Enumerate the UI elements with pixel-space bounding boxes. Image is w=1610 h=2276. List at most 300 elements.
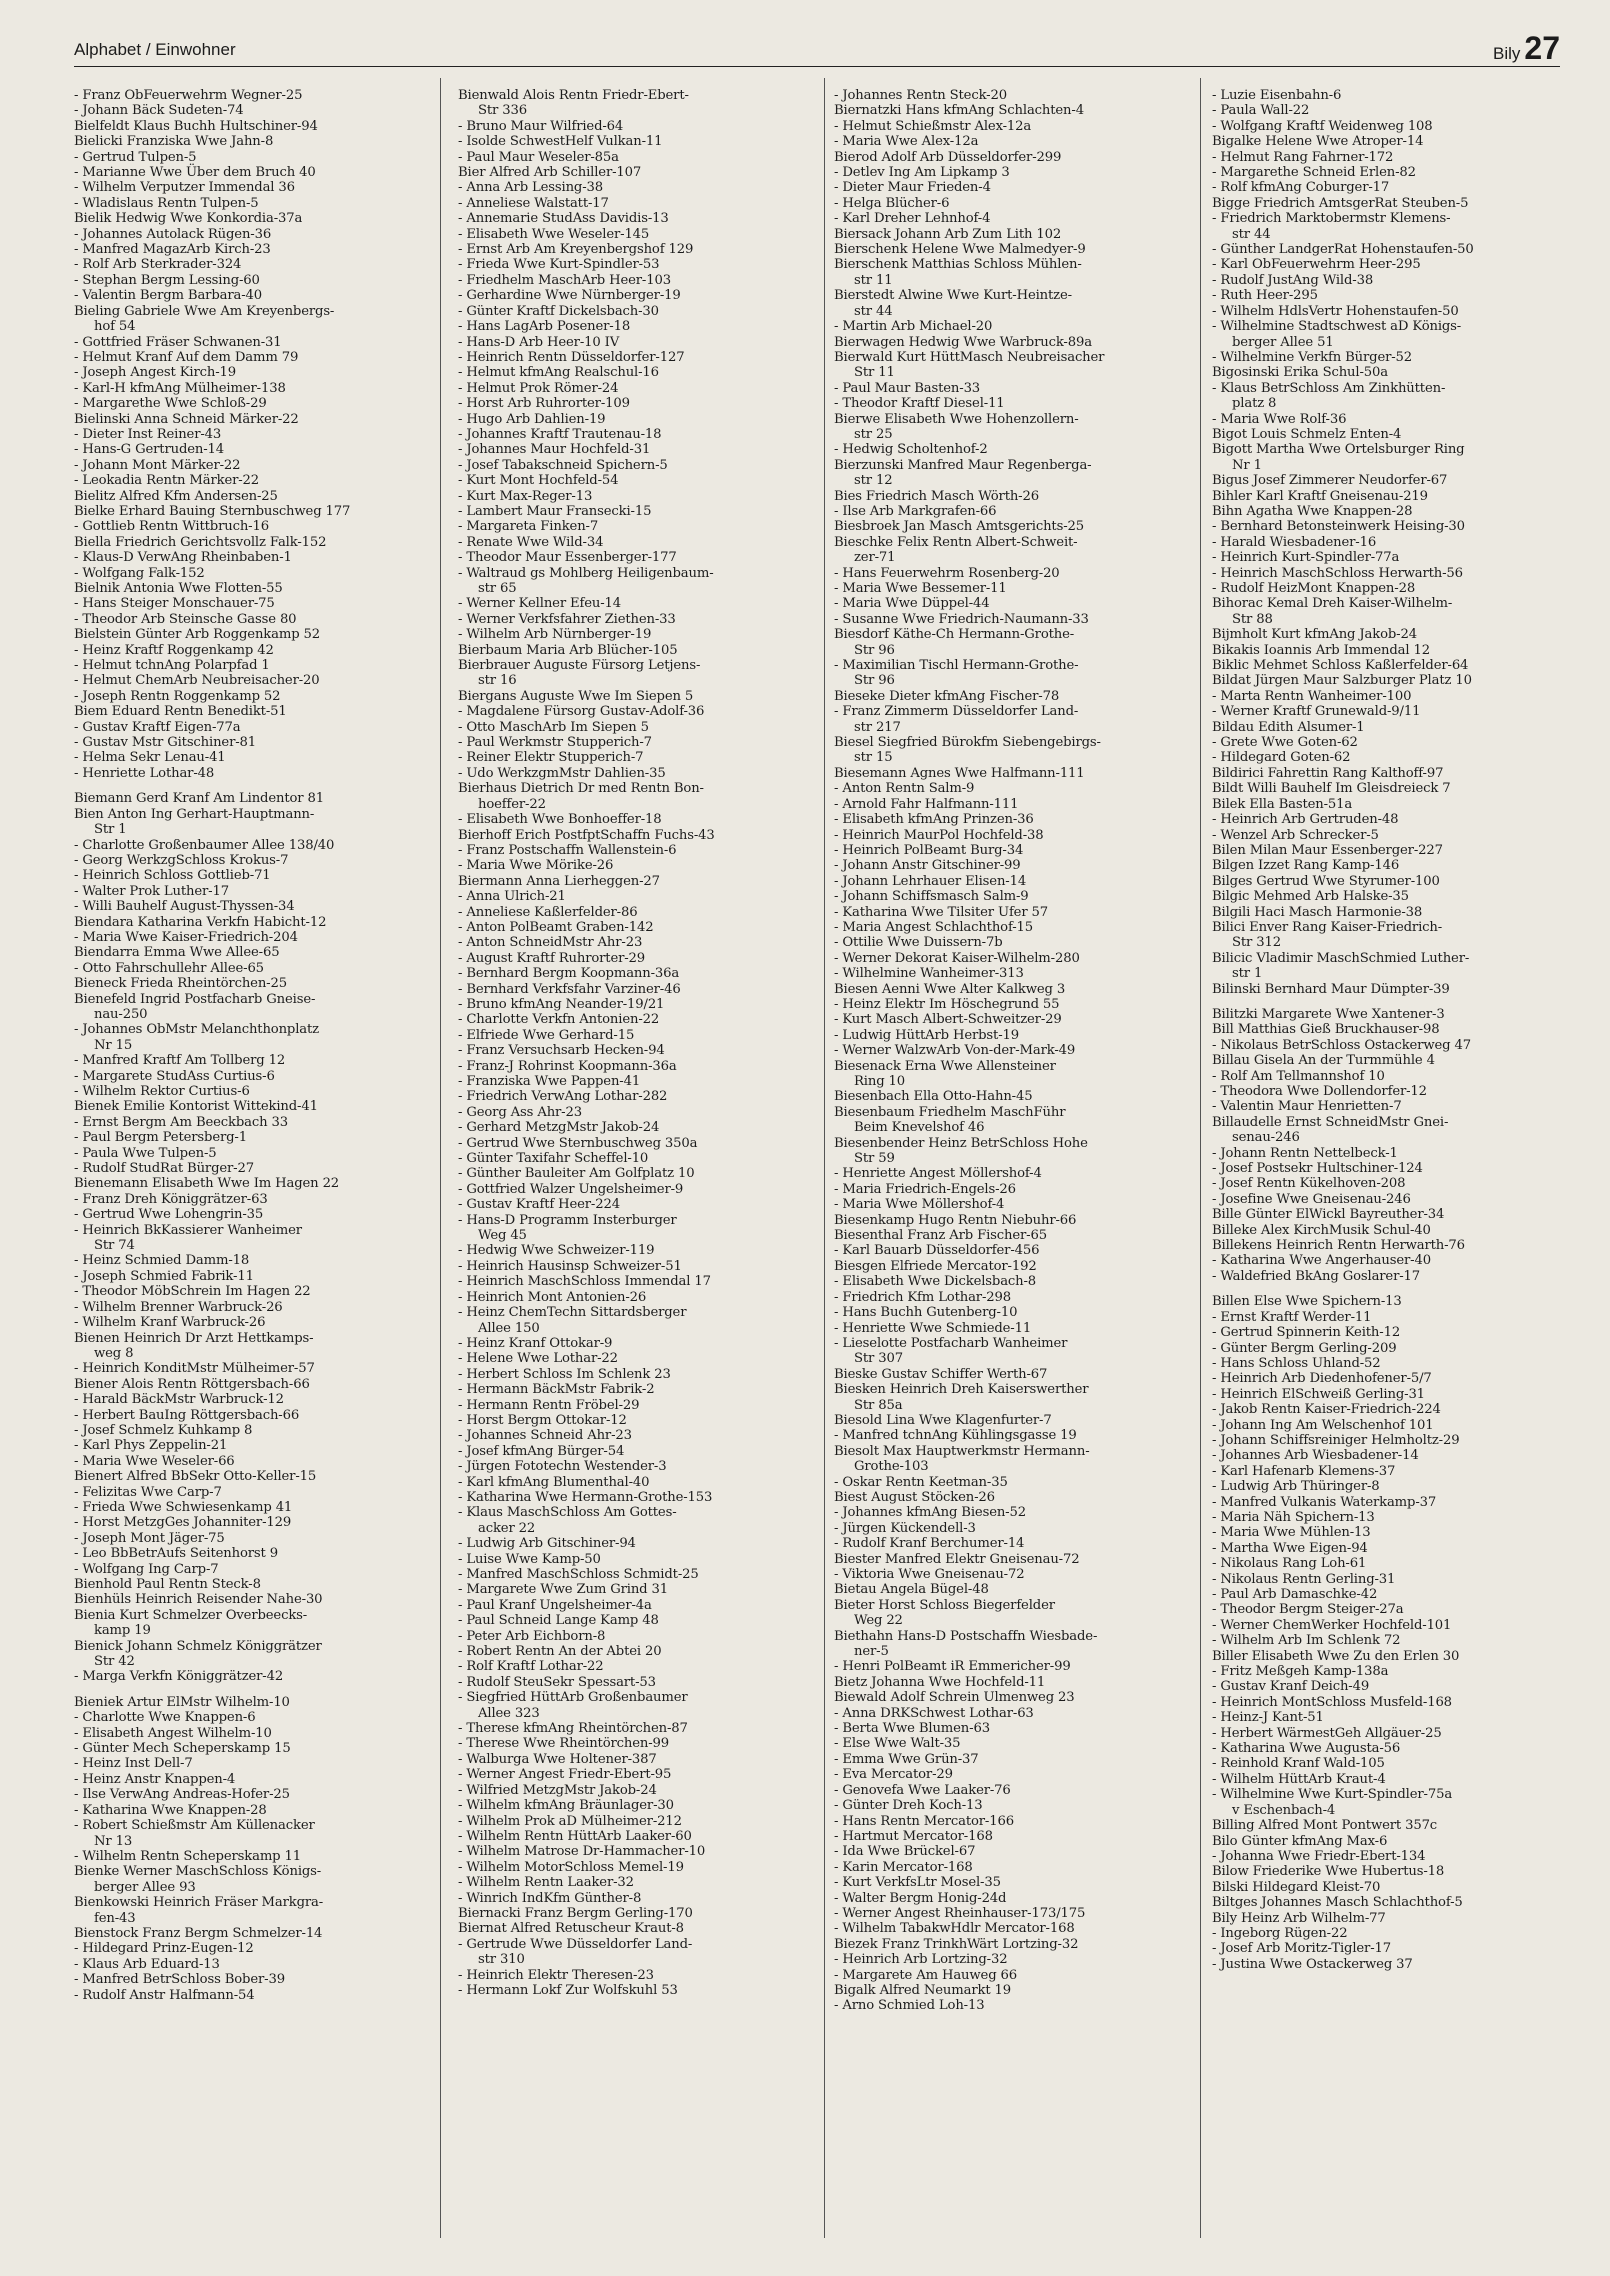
directory-entry: Bierwald Kurt HüttMasch Neubreisacher <box>834 349 1105 365</box>
directory-entry: - Theodor Maur Essenberger-177 <box>458 550 677 566</box>
directory-entry: - Johann Ing Am Welschenhof 101 <box>1212 1417 1434 1433</box>
directory-entry: - Johannes ObMstr Melanchthonplatz <box>74 1022 319 1038</box>
directory-entry: Bielfeldt Klaus Buchh Hultschiner-94 <box>74 118 318 134</box>
directory-entry: - Klaus-D VerwAng Rheinbaben-1 <box>74 550 292 566</box>
directory-entry: - Joseph Angest Kirch-19 <box>74 365 236 381</box>
directory-entry: - Elfriede Wwe Gerhard-15 <box>458 1027 635 1043</box>
directory-entry: - Katharina Wwe Tilsiter Ufer 57 <box>834 904 1049 920</box>
directory-entry: - Gerhardine Wwe Nürnberger-19 <box>458 288 681 304</box>
directory-entry: Bieneck Frieda Rheintörchen-25 <box>74 976 287 992</box>
directory-entry: - Maria Wwe Kaiser-Friedrich-204 <box>74 929 298 945</box>
directory-entry: - Bernhard Verkfsfahr Varziner-46 <box>458 981 681 997</box>
section-title: Alphabet / Einwohner <box>74 40 236 59</box>
entry-continuation: hoeffer-22 <box>478 796 546 812</box>
directory-entry: Bildau Edith Alsumer-1 <box>1212 719 1365 735</box>
directory-entry: Bieschke Felix Rentn Albert-Schweit- <box>834 534 1078 550</box>
directory-entry: Bigosinski Erika Schul-50a <box>1212 365 1388 381</box>
directory-entry: Bierod Adolf Arb Düsseldorfer-299 <box>834 149 1062 165</box>
directory-entry: - Jürgen Fototechn Westender-3 <box>458 1459 667 1475</box>
directory-entry: Biesgen Elfriede Mercator-192 <box>834 1258 1037 1274</box>
directory-entry: - Henri PolBeamt iR Emmericher-99 <box>834 1659 1071 1675</box>
directory-entry: - Maria Wwe Rolf-36 <box>1212 411 1347 427</box>
directory-entry: - Helmut Kranf Auf dem Damm 79 <box>74 349 299 365</box>
directory-entry: - Josef Tabakschneid Spichern-5 <box>458 457 668 473</box>
directory-entry: - Lambert Maur Fransecki-15 <box>458 503 652 519</box>
directory-entry: - Horst Arb Ruhrorter-109 <box>458 396 630 412</box>
directory-entry: Bienert Alfred BbSekr Otto-Keller-15 <box>74 1469 317 1485</box>
directory-entry: Bier Alfred Arb Schiller-107 <box>458 165 642 181</box>
directory-entry: - Franz-J Rohrinst Koopmann-36a <box>458 1058 677 1074</box>
entry-continuation: senau-246 <box>1232 1130 1300 1146</box>
entry-continuation: Nr 15 <box>94 1037 133 1053</box>
directory-entry: Bill Matthias Gieß Bruckhauser-98 <box>1212 1022 1440 1038</box>
directory-entry: Biesenkamp Hugo Rentn Niebuhr-66 <box>834 1212 1077 1228</box>
directory-entry: - Franziska Wwe Pappen-41 <box>458 1074 641 1089</box>
entry-spacer <box>74 781 408 791</box>
directory-entry: Biesenbach Ella Otto-Hahn-45 <box>834 1089 1033 1105</box>
directory-entry: Bienefeld Ingrid Postfacharb Gneise- <box>74 991 316 1007</box>
directory-entry: - Johannes Rentn Steck-20 <box>834 88 1007 103</box>
directory-entry: - Heinz Anstr Knappen-4 <box>74 1771 236 1787</box>
directory-entry: - Lieselotte Postfacharb Wanheimer <box>834 1335 1068 1351</box>
directory-entry: - Katharina Wwe Augusta-56 <box>1212 1741 1401 1757</box>
directory-entry: - Manfred tchnAng Kühlingsgasse 19 <box>834 1428 1077 1444</box>
directory-entry: Biezek Franz TrinkhWärt Lortzing-32 <box>834 1936 1079 1952</box>
directory-entry: Bierwe Elisabeth Wwe Hohenzollern- <box>834 411 1079 427</box>
directory-entry: Biesel Siegfried Bürokfm Siebengebirgs- <box>834 735 1101 751</box>
directory-entry: - Gustav Mstr Gitschiner-81 <box>74 735 257 751</box>
directory-entry: - Johannes Kraftf Trautenau-18 <box>458 426 662 442</box>
directory-entry: - Hedwig Scholtenhof-2 <box>834 442 988 458</box>
directory-entry: - Ludwig HüttArb Herbst-19 <box>834 1027 1019 1043</box>
entry-continuation: str 15 <box>854 750 893 766</box>
directory-entry: - Karin Mercator-168 <box>834 1859 973 1875</box>
directory-entry: - Anna DRKSchwest Lothar-63 <box>834 1705 1034 1721</box>
directory-entry: Bilo Günter kfmAng Max-6 <box>1212 1833 1388 1849</box>
entry-continuation: Str 85a <box>854 1397 903 1413</box>
directory-entry: - Wilhelm Arb Im Schlenk 72 <box>1212 1633 1401 1649</box>
directory-entry: - Friedrich Kfm Lothar-298 <box>834 1289 1011 1305</box>
directory-entry: - Horst MetzgGes Johanniter-129 <box>74 1515 292 1531</box>
directory-entry: Bielstein Günter Arb Roggenkamp 52 <box>74 627 321 643</box>
directory-entry: Bille Günter ElWickl Bayreuther-34 <box>1212 1207 1445 1223</box>
entry-continuation: str 11 <box>854 272 893 288</box>
directory-entry: - Wilhelm Rentn HüttArb Laaker-60 <box>458 1828 692 1844</box>
directory-entry: - Wilhelmine Wwe Kurt-Spindler-75a <box>1212 1787 1453 1803</box>
entry-continuation: platz 8 <box>1232 396 1277 412</box>
directory-entry: - Rolf kfmAng Coburger-17 <box>1212 180 1390 196</box>
directory-entry: - Manfred Vulkanis Waterkamp-37 <box>1212 1494 1437 1510</box>
entry-continuation: nau-250 <box>94 1006 148 1022</box>
directory-entry: - Heinrich Hausinsp Schweizer-51 <box>458 1258 682 1274</box>
directory-entry: Bilinski Bernhard Maur Dümpter-39 <box>1212 981 1450 997</box>
directory-entry: Bierstedt Alwine Wwe Kurt-Heintze- <box>834 288 1072 304</box>
entry-continuation: Str 96 <box>854 642 895 658</box>
directory-entry: - Heinrich KonditMstr Mülheimer-57 <box>74 1361 315 1377</box>
directory-entry: Biersack Johann Arb Zum Lith 102 <box>834 226 1062 242</box>
directory-entry: - Günther LandgerRat Hohenstaufen-50 <box>1212 242 1474 258</box>
directory-entry: - Heinrich Schloss Gottlieb-71 <box>74 868 271 884</box>
directory-entry: Biesenbaum Friedhelm MaschFühr <box>834 1104 1066 1120</box>
directory-entry: Biethahn Hans-D Postschaffn Wiesbade- <box>834 1628 1098 1644</box>
directory-entry: - Fritz Meßgeh Kamp-138a <box>1212 1664 1389 1680</box>
directory-entry: - Paul Kranf Ungelsheimer-4a <box>458 1597 652 1613</box>
directory-entry: - Arnold Fahr Halfmann-111 <box>834 796 1019 812</box>
entry-continuation: Str 59 <box>854 1151 895 1167</box>
directory-entry: - Detlev Ing Am Lipkamp 3 <box>834 165 1010 181</box>
directory-entry: - Margarethe Wwe Schloß-29 <box>74 396 267 412</box>
directory-entry: - Walter Prok Luther-17 <box>74 883 229 899</box>
entry-continuation: berger Allee 51 <box>1232 334 1334 350</box>
directory-entry: Biesold Lina Wwe Klagenfurter-7 <box>834 1412 1052 1428</box>
directory-entry: - Herbert Schloss Im Schlenk 23 <box>458 1366 671 1382</box>
directory-entry: Bihorac Kemal Dreh Kaiser-Wilhelm- <box>1212 596 1453 612</box>
directory-entry: Billekens Heinrich Rentn Herwarth-76 <box>1212 1238 1465 1254</box>
directory-entry: - Friedhelm MaschArb Heer-103 <box>458 272 671 288</box>
directory-entry: Biesen Aenni Wwe Alter Kalkweg 3 <box>834 981 1066 997</box>
directory-entry: - Charlotte Wwe Knappen-6 <box>74 1710 256 1726</box>
directory-entry: Bilek Ella Basten-51a <box>1212 796 1353 812</box>
directory-entry: - Felizitas Wwe Carp-7 <box>74 1484 222 1500</box>
entry-continuation: str 16 <box>478 673 517 689</box>
directory-entry: - Paula Wwe Tulpen-5 <box>74 1145 217 1161</box>
directory-entry: - Maria Wwe Alex-12a <box>834 134 979 150</box>
directory-entry: - Margarete StudAss Curtius-6 <box>74 1068 275 1084</box>
directory-entry: Bierhaus Dietrich Dr med Rentn Bon- <box>458 781 704 797</box>
directory-entry: Bierschenk Helene Wwe Malmedyer-9 <box>834 242 1086 258</box>
directory-entry: - Friedrich Marktobermstr Klemens- <box>1212 211 1451 227</box>
directory-entry: - Paul Maur Weseler-85a <box>458 149 619 165</box>
directory-entry: - Charlotte Verkfn Antonien-22 <box>458 1012 660 1028</box>
directory-entry: Biesenack Erna Wwe Allensteiner <box>834 1058 1056 1074</box>
directory-entry: - Johann Rentn Nettelbeck-1 <box>1212 1145 1398 1161</box>
directory-entry: - Wilhelm HüttArb Kraut-4 <box>1212 1771 1386 1787</box>
directory-entry: - Theodor MöbSchrein Im Hagen 22 <box>74 1284 311 1300</box>
directory-entry: Biermann Anna Lierheggen-27 <box>458 873 660 889</box>
directory-entry: - Genovefa Wwe Laaker-76 <box>834 1782 1011 1798</box>
directory-entry: - Manfred MaschSchloss Schmidt-25 <box>458 1567 699 1582</box>
directory-entry: - Elisabeth Wwe Weseler-145 <box>458 226 650 242</box>
directory-entry: Bilen Milan Maur Essenberger-227 <box>1212 842 1443 858</box>
directory-entry: - Stephan Bergm Lessing-60 <box>74 272 260 288</box>
directory-entry: - Robert Schießmstr Am Küllenacker <box>74 1818 315 1834</box>
directory-entry: - Marianne Wwe Über dem Bruch 40 <box>74 165 316 181</box>
page-number: 27 <box>1524 30 1560 66</box>
directory-entry: - Hans-G Gertruden-14 <box>74 442 225 458</box>
directory-entry: - Margareta Finken-7 <box>458 519 599 535</box>
directory-entry: - Margarete Wwe Zum Grind 31 <box>458 1582 668 1598</box>
directory-entry: Bily Heinz Arb Wilhelm-77 <box>1212 1910 1386 1926</box>
directory-entry: Billen Else Wwe Spichern-13 <box>1212 1294 1402 1310</box>
directory-entry: Bilici Enver Rang Kaiser-Friedrich- <box>1212 919 1443 935</box>
directory-entry: - Anna Arb Lessing-38 <box>458 180 604 196</box>
directory-entry: - Maria Friedrich-Engels-26 <box>834 1181 1016 1197</box>
directory-entry: Biernat Alfred Retuscheur Kraut-8 <box>458 1921 684 1937</box>
directory-entry: - Georg Ass Ahr-23 <box>458 1104 582 1120</box>
directory-column-4 <box>1212 88 1546 2258</box>
directory-entry: - Marga Verkfn Königgrätzer-42 <box>74 1669 284 1685</box>
directory-entry: - Franz Zimmerm Düsseldorfer Land- <box>834 704 1079 720</box>
directory-entry: - Joseph Mont Jäger-75 <box>74 1530 225 1546</box>
directory-entry: - Werner Angest Friedr-Ebert-95 <box>458 1767 672 1783</box>
directory-entry: Bildirici Fahrettin Rang Kalthoff-97 <box>1212 765 1444 781</box>
directory-entry: - Hans Rentn Mercator-166 <box>834 1813 1014 1829</box>
directory-entry: - Luzie Eisenbahn-6 <box>1212 88 1342 103</box>
directory-entry: - Elisabeth kfmAng Prinzen-36 <box>834 812 1034 828</box>
directory-entry: - Therese kfmAng Rheintörchen-87 <box>458 1721 688 1737</box>
directory-entry: - Emma Wwe Grün-37 <box>834 1751 979 1767</box>
directory-entry: - Heinz Kranf Ottokar-9 <box>458 1335 613 1351</box>
directory-entry: - Werner Verkfsfahrer Ziethen-33 <box>458 611 676 627</box>
directory-entry: - Hans Schloss Uhland-52 <box>1212 1355 1381 1371</box>
directory-entry: Bienstock Franz Bergm Schmelzer-14 <box>74 1925 323 1941</box>
directory-entry: Bienemann Elisabeth Wwe Im Hagen 22 <box>74 1176 340 1192</box>
directory-entry: - Karl Dreher Lehnhof-4 <box>834 211 991 227</box>
directory-entry: - Kurt VerkfsLtr Mosel-35 <box>834 1875 1001 1891</box>
entry-continuation: acker 22 <box>478 1520 536 1536</box>
directory-entry: - Theodor Bergm Steiger-27a <box>1212 1602 1404 1618</box>
directory-entry: Billing Alfred Mont Pontwert 357c <box>1212 1818 1438 1834</box>
directory-entry: - Rudolf JustAng Wild-38 <box>1212 272 1374 288</box>
directory-entry: - Peter Arb Eichborn-8 <box>458 1628 606 1644</box>
entry-continuation: Nr 13 <box>94 1833 133 1849</box>
directory-entry: - Wilhelm Rektor Curtius-6 <box>74 1084 250 1099</box>
directory-entry: - Helmut tchnAng Polarpfad 1 <box>74 658 270 674</box>
directory-entry: - Valentin Maur Henrietten-7 <box>1212 1099 1402 1115</box>
directory-entry: - Marta Rentn Wanheimer-100 <box>1212 688 1412 704</box>
directory-entry: - Rudolf SteuSekr Spessart-53 <box>458 1674 656 1690</box>
directory-entry: - Horst Bergm Ottokar-12 <box>458 1412 627 1428</box>
directory-entry: - Gerhard MetzgMstr Jakob-24 <box>458 1120 660 1136</box>
directory-entry: Biest August Stöcken-26 <box>834 1489 995 1505</box>
directory-entry: - Henriette Lothar-48 <box>74 765 215 781</box>
entry-continuation: hof 54 <box>94 319 136 335</box>
directory-entry: - Paul Werkmstr Stupperich-7 <box>458 735 652 751</box>
directory-entry: - Hildegard Prinz-Eugen-12 <box>74 1941 254 1957</box>
directory-entry: - Margarethe Schneid Erlen-82 <box>1212 165 1416 181</box>
directory-entry: - Gertrud Wwe Lohengrin-35 <box>74 1207 264 1223</box>
directory-entry: - Gottfried Walzer Ungelsheimer-9 <box>458 1181 684 1197</box>
entry-continuation: str 25 <box>854 426 893 442</box>
directory-entry: - Elisabeth Wwe Bonhoeffer-18 <box>458 812 662 828</box>
directory-entry: Biergans Auguste Wwe Im Siepen 5 <box>458 688 694 704</box>
directory-entry: Bilgic Mehmed Arb Halske-35 <box>1212 889 1409 905</box>
directory-entry: - Bruno Maur Wilfried-64 <box>458 118 624 134</box>
directory-entry: - Johannes kfmAng Biesen-52 <box>834 1505 1026 1521</box>
directory-entry: Biller Elisabeth Wwe Zu den Erlen 30 <box>1212 1648 1460 1664</box>
directory-entry: Bieske Gustav Schiffer Werth-67 <box>834 1366 1048 1382</box>
directory-entry: - Wilhelm Arb Nürnberger-19 <box>458 627 652 643</box>
entry-continuation: fen-43 <box>94 1910 136 1926</box>
entry-continuation: str 44 <box>1232 226 1271 242</box>
directory-entry: Bigot Louis Schmelz Enten-4 <box>1212 426 1402 442</box>
directory-entry: - Luise Wwe Kamp-50 <box>458 1551 601 1567</box>
directory-entry: - Helmut Prok Römer-24 <box>458 380 619 396</box>
directory-entry: Biklic Mehmet Schloss Kaßlerfelder-64 <box>1212 658 1469 674</box>
directory-entry: - Franz Postschaffn Wallenstein-6 <box>458 842 677 858</box>
directory-entry: - Renate Wwe Wild-34 <box>458 534 604 550</box>
directory-entry: - Dieter Maur Frieden-4 <box>834 180 991 196</box>
directory-entry: - Heinz Schmied Damm-18 <box>74 1253 250 1269</box>
directory-entry: - Günter Kraftf Dickelsbach-30 <box>458 303 659 319</box>
entry-continuation: Ring 10 <box>854 1074 906 1089</box>
directory-entry: - Franz Dreh Königgrätzer-63 <box>74 1191 268 1207</box>
directory-entry: - Wilhelm Prok aD Mülheimer-212 <box>458 1813 682 1829</box>
directory-entry: - Hermann Rentn Fröbel-29 <box>458 1397 640 1413</box>
directory-entry: Bierzunski Manfred Maur Regenberga- <box>834 457 1092 473</box>
directory-entry: - Karl ObFeuerwehrm Heer-295 <box>1212 257 1421 273</box>
directory-entry: - Herbert WärmestGeh Allgäuer-25 <box>1212 1725 1442 1741</box>
directory-entry: - Franz Versuchsarb Hecken-94 <box>458 1043 665 1059</box>
directory-entry: - Manfred BetrSchloss Bober-39 <box>74 1972 285 1988</box>
directory-entry: - Werner Dekorat Kaiser-Wilhelm-280 <box>834 950 1080 966</box>
directory-entry: - Werner Kellner Efeu-14 <box>458 596 622 612</box>
directory-entry: Bigott Martha Wwe Ortelsburger Ring <box>1212 442 1465 458</box>
directory-entry: Bies Friedrich Masch Wörth-26 <box>834 488 1039 504</box>
entry-continuation: Str 42 <box>94 1654 135 1670</box>
directory-entry: Bierschenk Matthias Schloss Mühlen- <box>834 257 1082 273</box>
directory-entry: - Hermann Lokf Zur Wolfskuhl 53 <box>458 1982 678 1998</box>
directory-entry: Bilges Gertrud Wwe Styrumer-100 <box>1212 873 1440 889</box>
directory-entry: - Wilhelm Rentn Laaker-32 <box>458 1875 634 1891</box>
directory-entry: - Heinrich Arb Lortzing-32 <box>834 1952 1008 1968</box>
directory-entry: Bierbrauer Auguste Fürsorg Letjens- <box>458 658 701 674</box>
directory-entry: Biesbroek Jan Masch Amtsgerichts-25 <box>834 519 1084 535</box>
directory-entry: - Magdalene Fürsorg Gustav-Adolf-36 <box>458 704 705 720</box>
directory-entry: - Hans Buchh Gutenberg-10 <box>834 1305 1018 1321</box>
directory-entry: - Helmut ChemArb Neubreisacher-20 <box>74 673 320 689</box>
directory-entry: - Wladislaus Rentn Tulpen-5 <box>74 195 259 211</box>
directory-entry: Bijmholt Kurt kfmAng Jakob-24 <box>1212 627 1417 643</box>
directory-entry: - Hans Steiger Monschauer-75 <box>74 596 275 612</box>
directory-entry: - Bernhard Bergm Koopmann-36a <box>458 966 680 982</box>
directory-entry: - Heinrich MaschSchloss Herwarth-56 <box>1212 565 1463 581</box>
entry-continuation: str 44 <box>854 303 893 319</box>
entry-continuation: Weg 22 <box>854 1613 903 1629</box>
directory-entry: - Wenzel Arb Schrecker-5 <box>1212 827 1379 843</box>
directory-entry: - Günter Bergm Gerling-209 <box>1212 1340 1397 1356</box>
directory-entry: - Dieter Inst Reiner-43 <box>74 426 222 442</box>
directory-entry: - Wilhelm Matrose Dr-Hammacher-10 <box>458 1844 706 1860</box>
directory-entry: - Rolf Kraftf Lothar-22 <box>458 1659 604 1675</box>
directory-entry: Bienek Emilie Kontorist Wittekind-41 <box>74 1099 318 1115</box>
directory-entry: - Rolf Am Tellmannshof 10 <box>1212 1068 1385 1084</box>
directory-entry: Bieling Gabriele Wwe Am Kreyenbergs- <box>74 303 335 319</box>
directory-entry: - Wilhelm HdlsVertr Hohenstaufen-50 <box>1212 303 1459 319</box>
directory-entry: - Hans-D Arb Heer-10 IV <box>458 334 620 350</box>
directory-entry: - Hans Feuerwehrm Rosenberg-20 <box>834 565 1060 581</box>
directory-entry: - Gottlieb Rentn Wittbruch-16 <box>74 519 269 535</box>
entry-continuation: zer-71 <box>854 550 896 566</box>
page-indicator <box>1493 30 1560 67</box>
directory-entry: - Rudolf Kranf Berchumer-14 <box>834 1536 1025 1552</box>
directory-entry: - Heinrich BkKassierer Wanheimer <box>74 1222 302 1238</box>
directory-entry: Bieseke Dieter kfmAng Fischer-78 <box>834 688 1060 704</box>
directory-entry: - Siegfried HüttArb Großenbaumer <box>458 1690 688 1706</box>
directory-entry: - Maria Wwe Mörike-26 <box>458 858 614 874</box>
entry-continuation: Grothe-103 <box>854 1459 929 1475</box>
directory-entry: - Elisabeth Angest Wilhelm-10 <box>74 1725 272 1741</box>
directory-entry: - Heinrich PolBeamt Burg-34 <box>834 842 1024 858</box>
directory-entry: - Winrich IndKfm Günther-8 <box>458 1890 642 1906</box>
directory-entry: - Heinz-J Kant-51 <box>1212 1710 1324 1726</box>
directory-entry: - Wilhelm TabakwHdlr Mercator-168 <box>834 1921 1075 1937</box>
directory-entry: - Ilse VerwAng Andreas-Hofer-25 <box>74 1787 290 1803</box>
directory-entry: Bielik Hedwig Wwe Konkordia-37a <box>74 211 303 227</box>
directory-entry: - Henriette Angest Möllershof-4 <box>834 1166 1042 1182</box>
directory-entry: - Paul Maur Basten-33 <box>834 380 981 396</box>
entry-continuation: str 65 <box>478 581 517 596</box>
directory-entry: Bienke Werner MaschSchloss Königs- <box>74 1864 322 1880</box>
directory-entry: - Paul Arb Damaschke-42 <box>1212 1587 1378 1602</box>
directory-entry: - Henriette Wwe Schmiede-11 <box>834 1320 1032 1336</box>
directory-entry: - Hugo Arb Dahlien-19 <box>458 411 606 427</box>
directory-entry: Billau Gisela An der Turmmühle 4 <box>1212 1053 1435 1069</box>
directory-entry: - Nikolaus Rentn Gerling-31 <box>1212 1571 1396 1587</box>
directory-entry: - Margarete Am Hauweg 66 <box>834 1967 1018 1983</box>
directory-entry: - Joseph Rentn Roggenkamp 52 <box>74 688 281 704</box>
entry-continuation: Allee 323 <box>478 1705 540 1721</box>
directory-entry: Bierbaum Maria Arb Blücher-105 <box>458 642 678 658</box>
directory-entry: - Helma Sekr Lenau-41 <box>74 750 226 766</box>
entry-continuation: str 12 <box>854 473 893 489</box>
directory-entry: - Elisabeth Wwe Dickelsbach-8 <box>834 1274 1037 1290</box>
entry-continuation: Str 312 <box>1232 935 1281 951</box>
directory-entry: - Johann Lehrhauer Elisen-14 <box>834 873 1027 889</box>
directory-entry: - Justina Wwe Ostackerweg 37 <box>1212 1956 1413 1972</box>
directory-entry: - Helga Blücher-6 <box>834 195 950 211</box>
directory-entry: - Martin Arb Michael-20 <box>834 319 993 335</box>
directory-entry: - Klaus Arb Eduard-13 <box>74 1956 220 1972</box>
directory-entry: - Paula Wall-22 <box>1212 103 1310 119</box>
directory-entry: - Ernst Bergm Am Beeckbach 33 <box>74 1114 288 1130</box>
directory-entry: - Wilhelm Verputzer Immendal 36 <box>74 180 295 196</box>
directory-entry: Biltges Johannes Masch Schlachthof-5 <box>1212 1895 1463 1911</box>
directory-entry: Bien Anton Ing Gerhart-Hauptmann- <box>74 806 315 822</box>
entry-continuation: Str 336 <box>478 103 527 119</box>
directory-entry: - Ottilie Wwe Duissern-7b <box>834 935 1003 951</box>
directory-entry: - Nikolaus BetrSchloss Ostackerweg 47 <box>1212 1037 1471 1053</box>
directory-entry: - Otto Fahrschullehr Allee-65 <box>74 960 264 976</box>
directory-column-1 <box>74 88 408 2258</box>
directory-entry: - Karl Bauarb Düsseldorfer-456 <box>834 1243 1040 1259</box>
directory-entry: - Herbert BauIng Röttgersbach-66 <box>74 1407 300 1423</box>
entry-continuation: Str 307 <box>854 1351 903 1367</box>
directory-entry: Biesenthal Franz Arb Fischer-65 <box>834 1228 1047 1244</box>
directory-entry: Bietz Johanna Wwe Hochfeld-11 <box>834 1674 1046 1690</box>
directory-entry: Bieter Horst Schloss Biegerfelder <box>834 1597 1055 1613</box>
directory-entry: - Therese Wwe Rheintörchen-99 <box>458 1736 669 1752</box>
directory-entry: Bielnik Antonia Wwe Flotten-55 <box>74 581 283 596</box>
directory-entry: Biella Friedrich Gerichtsvollz Falk-152 <box>74 534 327 550</box>
directory-entry: - Udo WerkzgmMstr Dahlien-35 <box>458 765 666 781</box>
directory-entry: Bildat Jürgen Maur Salzburger Platz 10 <box>1212 673 1472 689</box>
directory-entry: - Harald Wiesbadener-16 <box>1212 534 1377 550</box>
directory-entry: - Harald BäckMstr Warbruck-12 <box>74 1392 284 1408</box>
directory-entry: - Anneliese Kaßlerfelder-86 <box>458 904 638 920</box>
entry-spacer <box>1212 997 1546 1007</box>
directory-entry: - Else Wwe Walt-35 <box>834 1736 961 1752</box>
entry-continuation: Str 11 <box>854 365 895 381</box>
directory-entry: - Wolfgang Kraftf Weidenweg 108 <box>1212 118 1433 134</box>
directory-entry: Bigus Josef Zimmerer Neudorfer-67 <box>1212 473 1448 489</box>
directory-entry: - Heinrich Arb Gertruden-48 <box>1212 812 1399 828</box>
directory-entry: Biesenbender Heinz BetrSchloss Hohe <box>834 1135 1088 1151</box>
entry-continuation: Nr 1 <box>1232 457 1262 473</box>
directory-entry: - Gertrud Tulpen-5 <box>74 149 197 165</box>
directory-entry: - Werner Kraftf Grunewald-9/11 <box>1212 704 1421 720</box>
directory-entry: - Johanna Wwe Friedr-Ebert-134 <box>1212 1848 1426 1864</box>
